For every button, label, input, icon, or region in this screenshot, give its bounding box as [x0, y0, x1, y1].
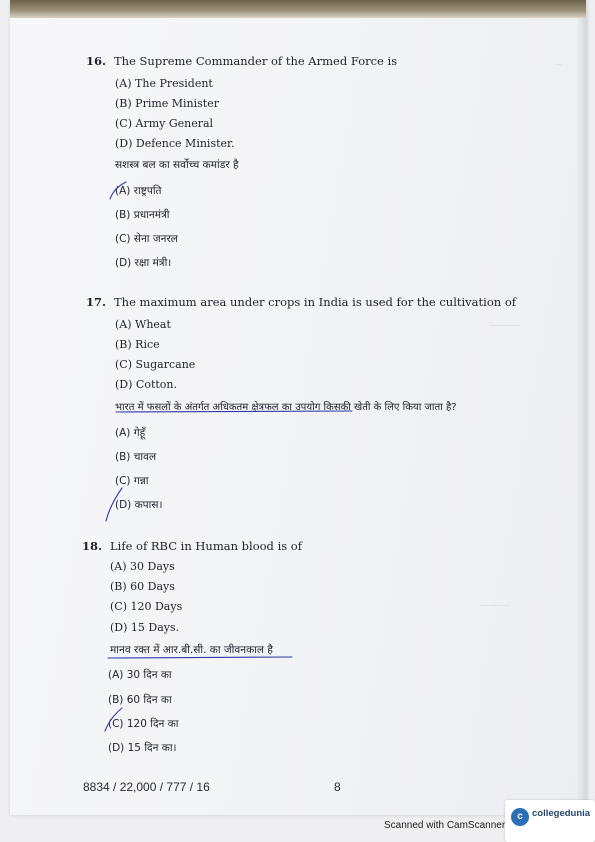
question-18-option-d: (D) 15 Days.: [110, 621, 180, 634]
question-16-hindi-option-a: (A) राष्ट्रपति: [115, 185, 162, 197]
binding-shadow: [10, 0, 586, 18]
paper-code: 8834 / 22,000 / 777 / 16: [83, 780, 210, 794]
page-edge: [576, 18, 586, 815]
question-16-option-b: (B) Prime Minister: [115, 97, 219, 110]
question-18-option-b: (B) 60 Days: [110, 580, 175, 593]
page-number: 8: [334, 780, 341, 794]
question-18-hindi-option-a: (A) 30 दिन का: [108, 669, 172, 681]
question-16-hindi-option-c: (C) सेना जनरल: [115, 233, 178, 245]
question-16-option-a: (A) The President: [115, 77, 213, 90]
question-17-option-a: (A) Wheat: [115, 318, 171, 331]
question-17-hindi-option-d: (D) कपास।: [115, 499, 163, 511]
question-16-hindi-text: सशस्त्र बल का सर्वोच्च कमांडर है: [115, 159, 239, 171]
bleed-through: ———: [480, 600, 510, 611]
collegedunia-logo: [505, 800, 595, 842]
question-18-text: 18. Life of RBC in Human blood is of: [82, 539, 302, 553]
bleed-through: ———: [490, 320, 520, 331]
exam-page: [10, 0, 586, 815]
question-18-hindi-option-c: (C) 120 दिन का: [108, 718, 179, 730]
question-18-hindi-option-d: (D) 15 दिन का।: [108, 742, 177, 754]
question-17-hindi-option-a: (A) गेहूँ: [115, 427, 146, 439]
question-18-hindi-text: मानव रक्त में आर.बी.सी. का जीवनकाल है: [110, 644, 273, 656]
logo-text: collegedunia: [532, 808, 591, 819]
question-16-text: 16. The Supreme Commander of the Armed Force is: [86, 54, 398, 68]
question-17-hindi-option-c: (C) गन्ना: [115, 475, 149, 487]
question-16-option-d: (D) Defence Minister.: [115, 137, 235, 150]
question-17-option-b: (B) Rice: [115, 338, 160, 351]
bleed-through: ~: [555, 60, 564, 71]
question-16-hindi-option-d: (D) रक्षा मंत्री।: [115, 257, 172, 269]
logo-mark-icon: c: [511, 808, 529, 826]
question-17-hindi-option-b: (B) चावल: [115, 451, 157, 463]
question-17-text: 17. The maximum area under crops in India is used for the cultivation of: [86, 295, 517, 309]
question-17-option-d: (D) Cotton.: [115, 378, 177, 391]
question-17-hindi-text: भारत में फसलों के अंतर्गत अधिकतम क्षेत्रफल का उपयोग किसकी खेती के लिए किया जाता है?: [115, 402, 457, 413]
question-18-option-a: (A) 30 Days: [110, 560, 175, 573]
question-16-hindi-option-b: (B) प्रधानमंत्री: [115, 209, 170, 221]
question-16-option-c: (C) Army General: [115, 117, 214, 130]
question-18-hindi-option-b: (B) 60 दिन का: [108, 694, 172, 706]
scanner-watermark: Scanned with CamScanner: [384, 820, 506, 831]
question-18-option-c: (C) 120 Days: [110, 600, 183, 613]
question-17-option-c: (C) Sugarcane: [115, 358, 196, 371]
